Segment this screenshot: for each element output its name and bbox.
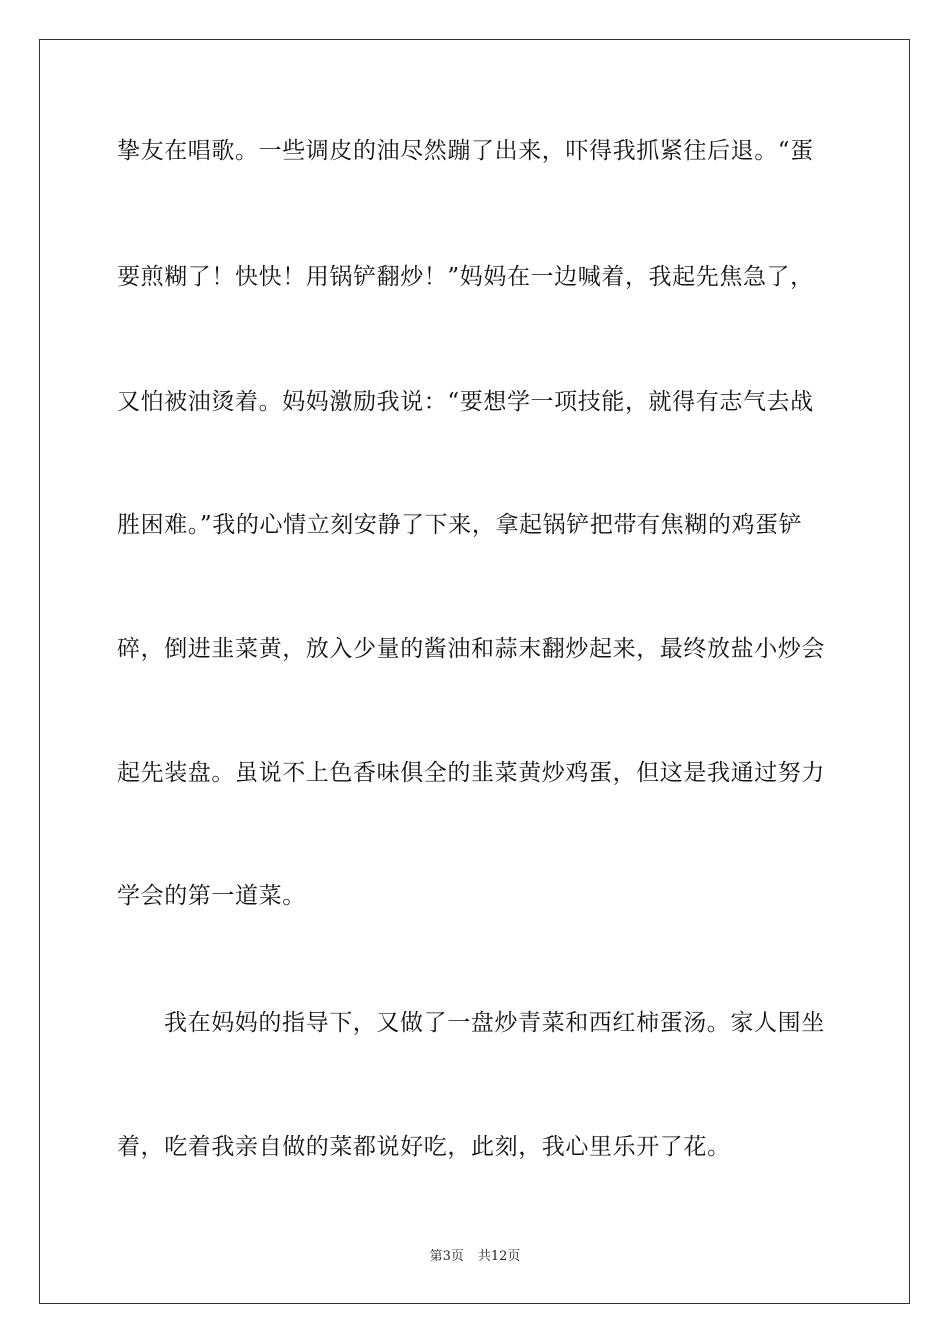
text-line-1: 挚友在唱歌。一些调皮的油尽然蹦了出来，吓得我抓紧往后退。“蛋: [117, 138, 814, 164]
text-line-3: 又怕被油烫着。妈妈激励我说：“要想学一项技能，就得有志气去战: [117, 389, 814, 415]
page-footer: [0, 1248, 950, 1266]
text-line-2: 要煎糊了！快快！用锅铲翻炒！”妈妈在一边喊着，我起先焦急了，: [117, 264, 814, 290]
text-line-4: 胜困难。”我的心情立刻安静了下来，拿起锅铲把带有焦糊的鸡蛋铲: [117, 512, 803, 538]
text-line-9: 着，吃着我亲自做的菜都说好吃，此刻，我心里乐开了花。: [117, 1134, 731, 1160]
page-border: [39, 39, 910, 1304]
text-line-8: 我在妈妈的指导下，又做了一盘炒青菜和西红柿蛋汤。家人围坐: [164, 1010, 825, 1036]
text-line-6: 起先装盘。虽说不上色香味俱全的韭菜黄炒鸡蛋，但这是我通过努力: [117, 760, 825, 786]
page-total: 共12页: [477, 1249, 521, 1264]
text-line-5: 碎，倒进韭菜黄，放入少量的酱油和蒜末翻炒起来，最终放盐小炒会: [117, 636, 825, 662]
page-number: 第3页: [429, 1249, 464, 1264]
text-line-7: 学会的第一道菜。: [117, 883, 306, 909]
